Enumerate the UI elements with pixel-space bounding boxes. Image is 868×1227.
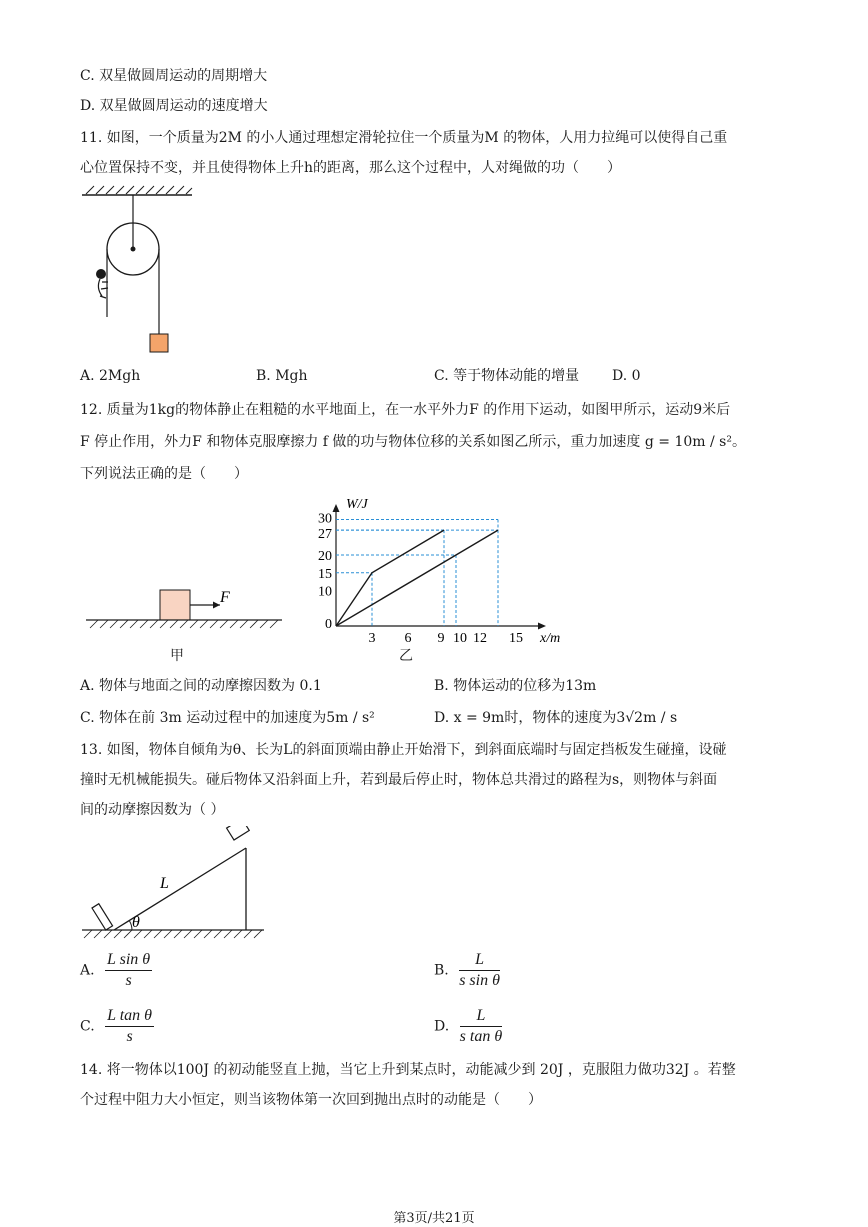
y-axis-arrow [333,504,340,512]
option-d-fraction: $\frac{L}{\text{s tan θ}}$ [459,1007,503,1045]
theta-label: θ [132,914,140,931]
y-tick-label: 10 [318,584,332,600]
q10-option-c: C. 双星做圆周运动的周期增大 [80,68,268,84]
length-label: L [160,875,169,892]
y-tick-label: 27 [318,527,332,543]
option-a-label: A. [80,962,95,979]
q12-stem-line3: 下列说法正确的是（ ） [80,466,248,482]
figure-yi-chart [300,494,570,644]
q13-option-c [80,1006,154,1047]
incline-figure [78,826,268,942]
block [160,590,190,620]
q14-stem-line2: 个过程中阻力大小恒定，则当该物体第一次回到抛出点时的动能是（ ） [80,1092,542,1108]
force-label: F [220,589,230,606]
top-block [227,826,250,840]
option-c-fraction: $\frac{\text{L tan θ}}{s}$ [107,1007,153,1045]
option-d-label: D. [434,1018,450,1035]
q13-stem-line1: 13. 如图，物体自倾角为θ、长为L的斜面顶端由静止开始滑下，到斜面底端时与固定挡板发生碰撞，设碰 [80,742,727,758]
pulley-figure [78,182,198,357]
x-tick-label: 12 [473,631,487,644]
q14-stem-line1: 14. 将一物体以100J 的初动能竖直上抛，当它上升到某点时，动能减少到 20J ，克服阻力做功32J 。若整 [80,1062,736,1078]
q13-option-d [434,1006,502,1047]
option-b-label: B. [434,962,449,979]
q12-option-b: B. 物体运动的位移为13m [434,678,597,694]
q13-option-a [80,950,152,991]
q11-stem-line1: 11. 如图，一个质量为2M 的小人通过理想定滑轮拉住一个质量为M 的物体，人用力拉绳可以使得自己重 [80,130,728,146]
caption-jia-text: 甲 [170,648,184,664]
q12-option-a: A. 物体与地面之间的动摩擦因数为 0.1 [80,678,322,694]
person-figure [96,269,108,298]
x-axis-arrow [538,623,546,630]
q11-option-b: B. Mgh [256,368,308,384]
y-tick-label: 20 [318,549,332,564]
option-b-fraction: $\frac{L}{\text{s sin θ}}$ [459,951,500,989]
q13-stem-line2: 撞时无机械能损失。碰后物体又沿斜面上升，若到最后停止时，物体总共滑过的路程为s，则物体与斜面 [80,772,718,788]
x-tick-label: 6 [404,631,412,644]
q12-stem-line1: 12. 质量为1kg的物体静止在粗糙的水平地面上，在一水平外力F 的作用下运动，如图甲所示，运动9米后 [80,402,731,418]
q13-stem-line3: 间的动摩擦因数为（ ） [80,802,225,818]
origin-label: 0 [325,617,332,632]
q11-option-a: A. 2Mgh [80,368,141,384]
y-tick-label: 30 [318,511,332,527]
q13-option-b [434,950,500,991]
mass-block [150,334,168,352]
ceiling [82,186,192,195]
x-tick-label: 10 [453,631,467,644]
ground-hatch [84,930,262,938]
q12-stem-line2: F 停止作用，外力F 和物体克服摩擦力 f 做的功与物体位移的关系如图乙所示，重力加速度 g = 10m / s²。 [80,434,746,450]
option-a-fraction: $\frac{\text{L sin θ}}{s}$ [107,951,151,989]
option-c-label: C. [80,1018,95,1035]
q12-option-d: D. x = 9m时，物体的速度为3√2m / s [434,710,678,726]
pulley-axle [131,247,136,252]
q12-option-c: C. 物体在前 3m 运动过程中的加速度为5m / s² [80,710,375,726]
ground-hatch [90,620,278,628]
y-tick-label: 15 [318,566,332,582]
q11-option-d: D. 0 [612,368,641,384]
force-arrow-head [213,602,220,609]
x-tick-label: 3 [368,631,376,644]
x-tick-label: 15 [509,631,523,644]
figure-jia [86,584,286,670]
q11-option-c: C. 等于物体动能的增量 [434,368,580,384]
caption-yi: 乙 [399,648,413,664]
series-line-1 [336,530,498,626]
q11-stem-line2: 心位置保持不变，并且使得物体上升h的距离，那么这个过程中，人对绳做的功（ ） [80,160,622,176]
barrier-plate [92,904,113,930]
q10-option-d: D. 双星做圆周运动的速度增大 [80,98,268,114]
page-footer: 第3页/共21页 [393,1211,475,1226]
x-tick-label: 9 [437,631,445,644]
series-line-0 [336,530,444,626]
y-axis-label: W/J [346,497,368,512]
x-axis-label: x/m [540,631,561,644]
